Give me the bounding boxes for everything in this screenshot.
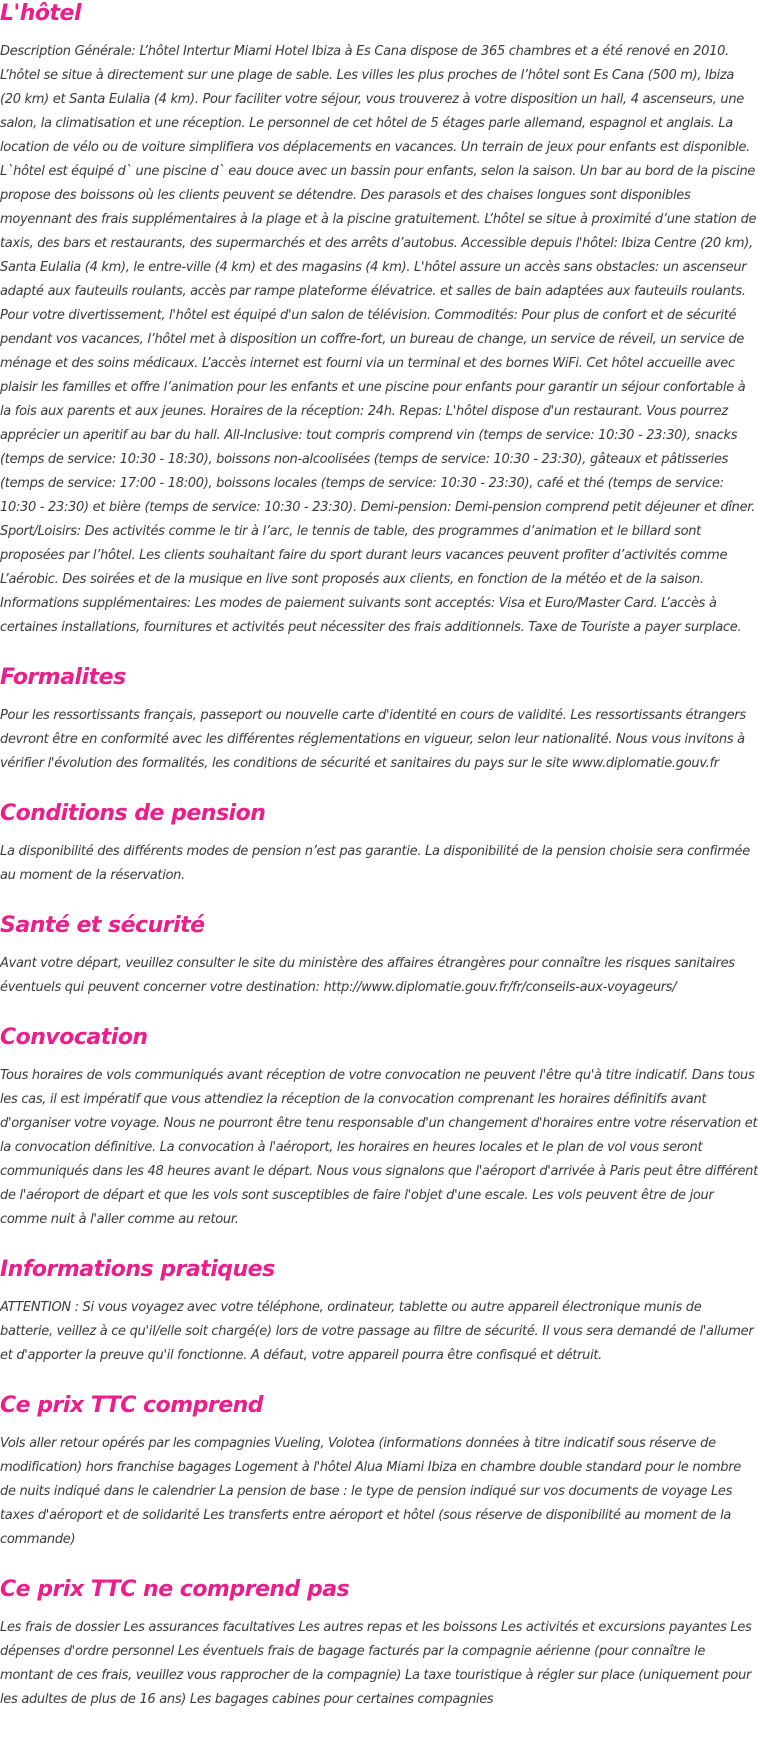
hotel-description: Description Générale: L’hôtel Intertur Miami Hotel Ibiza à Es Cana dispose de 365 chambres et a été renové en 2010. L’hôtel se situe à directement sur une plage de sable. Les villes les plus proches de l’hôtel sont Es Cana (500 m), Ibiza (20 km) et Santa Eulalia (4 km). Pour faciliter votre séjour, vous trouverez à votre disposition un hall, 4 ascenseurs, une salon, la climatisation et une réception. Le personnel de cet hôtel de 5 étages parle allemand, espagnol et anglais. La location de vélo ou de voiture simplifiera vos déplacements en vacances. Un terrain de jeux pour enfants est disponible. L`hôtel est équipé d` une piscine d` eau douce avec un bassin pour enfants, selon la saison. Un bar au bord de la piscine propose des boissons où les clients peuvent se détendre. Des parasols et des chaises longues sont disponibles moyennant des frais supplémentaires à la plage et à la piscine gratuitement. L’hôtel se situe à proximité d’une station de taxis, des bars et restaurants, des supermarchés et des arrêts d’autobus. Accessible depuis l'hôtel: Ibiza Centre (20 km), Santa Eulalia (4 km), le entre-ville (4 km) et des magasins (4 km). L'hôtel assure un accès sans obstacles: un ascenseur adapté aux fauteuils roulants, accès par rampe plateforme élévatrice. et salles de bain adaptées aux fauteuils roulants. Pour votre divertissement, l'hôtel est équipé d'un salon de télévision. Commodités: Pour plus de confort et de sécurité pendant vos vacances, l’hôtel met à disposition un coffre-fort, un bureau de change, un service de réveil, un service de ménage et des soins médicaux. L’accès internet est fourni via un terminal et des bornes WiFi. Cet hôtel accueille avec plaisir les familles et offre l’animation pour les enfants et une piscine pour enfants pour garantir un séjour confortable à la fois aux parents et aux jeunes. Horaires de la réception: 24h. Repas: L'hôtel dispose d'un restaurant. Vous pourrez apprécier un aperitif au bar du hall. All-Inclusive: tout compris comprend vin (temps de service: 10:30 - 23:30), snacks (temps de service: 10:30 - 18:30), boissons non-alcoolisées (temps de service: 10:30 - 23:30), gâteaux et pâtisseries (temps de service: 17:00 - 18:00), boissons locales (temps de service: 10:30 - 23:30), café et thé (temps de service: 10:30 - 23:30) et bière (temps de service: 10:30 - 23:30). Demi-pension: Demi-pension comprend petit déjeuner et dîner. Sport/Loisirs: Des activités comme le tir à l’arc, le tennis de table, des programmes d’animation et le billard sont proposées par l’hôtel. Les clients souhaitant faire du sport durant leurs vacances peuvent profiter d’activités comme L’aérobic. Des soirées et de la musique en live sont proposés aux clients, en fonction de la météo et de la saison. Informations supplémentaires: Les modes de paiement suivants sont acceptés: Visa et Euro/Master Card. L’accès à certaines installations, fournitures et activités peut nécessiter des frais additionnels. Taxe de Touriste a payer surplace.: [0, 44, 757, 635]
price-includes-text: Vols aller retour opérés par les compagnies Vueling, Volotea (informations données à titre indicatif sous réserve de modification) hors franchise bagages Logement à l'hôtel Alua Miami Ibiza en chambre double standard pour le nombre de nuits indiqué dans le calendrier La pension de base : le type de pension indiqué sur vos documents de voyage Les taxes d'aéroport et de solidarité Les transferts entre aéroport et hôtel (sous réserve de disponibilité au moment de la commande): [0, 1436, 742, 1547]
health-safety-heading: Santé et sécurité: [0, 913, 205, 938]
practical-info-heading: Informations pratiques: [0, 1257, 275, 1282]
convocation-section: [0, 1024, 758, 1232]
practical-info-section: [0, 1256, 758, 1368]
practical-info-text: ATTENTION : Si vous voyagez avec votre téléphone, ordinateur, tablette ou autre appareil électronique munis de batterie, veillez à ce qu'il/elle soit chargé(e) lors de votre passage au filtre de sécurité. Il vous sera demandé de l'allumer et d'apporter la preuve qu'il fonctionne. A défaut, votre appareil pourra être confisqué et détruit.: [0, 1300, 754, 1363]
health-safety-text: Avant votre départ, veuillez consulter le site du ministère des affaires étrangères pour connaître les risques sanitaires éventuels qui peuvent concerner votre destination: http://www.diplomatie.gouv.fr/fr/conseils-aux-voyageurs/: [0, 956, 735, 995]
formalites-section: [0, 664, 758, 776]
pension-conditions-text: La disponibilité des différents modes de pension n’est pas garantie. La disponibilité de la pension choisie sera confirmée au moment de la réservation.: [0, 844, 750, 883]
price-excludes-heading: Ce prix TTC ne comprend pas: [0, 1577, 350, 1602]
price-excludes-text: Les frais de dossier Les assurances facultatives Les autres repas et les boissons Les activités et excursions payantes Les dépenses d'ordre personnel Les éventuels frais de bagage facturés par la compagnie aérienne (pour connaître le montant de ces frais, veuillez vous rapprocher de la compagnie) La taxe touristique à régler sur place (uniquement pour les adultes de plus de 16 ans) Les bagages cabines pour certaines compagnies: [0, 1620, 752, 1707]
price-includes-heading: Ce prix TTC comprend: [0, 1393, 264, 1418]
hotel-section: [0, 0, 758, 640]
hotel-heading: L'hôtel: [0, 1, 82, 26]
formalites-heading: Formalites: [0, 665, 126, 690]
convocation-text: Tous horaires de vols communiqués avant réception de votre convocation ne peuvent l'être qu'à titre indicatif. Dans tous les cas, il est impératif que vous attendiez la réception de la convocation comprenant les horaires définitifs avant d'organiser votre voyage. Nous ne pourront être tenu responsable d'un changement d'horaires entre votre réservation et la convocation définitive. La convocation à l'aéroport, les horaires en heures locales et le plan de vol vous seront communiqués dans les 48 heures avant le départ. Nous vous signalons que l'aéroport d'arrivée à Paris peut être différent de l'aéroport de départ et que les vols sont susceptibles de faire l'objet d'une escale. Les vols peuvent être de jour comme nuit à l'aller comme au retour.: [0, 1068, 758, 1227]
price-includes-section: [0, 1392, 758, 1552]
formalites-text: Pour les ressortissants français, passeport ou nouvelle carte d'identité en cours de validité. Les ressortissants étrangers devront être en conformité avec les différentes réglementations en vigueur, selon leur nationalité. Nous vous invitons à vérifier l'évolution des formalités, les conditions de sécurité et sanitaires du pays sur le site www.diplomatie.gouv.fr: [0, 708, 746, 771]
health-safety-section: [0, 912, 758, 1000]
pension-conditions-heading: Conditions de pension: [0, 801, 266, 826]
pension-conditions-section: [0, 800, 758, 888]
price-excludes-section: [0, 1576, 758, 1712]
convocation-heading: Convocation: [0, 1025, 148, 1050]
